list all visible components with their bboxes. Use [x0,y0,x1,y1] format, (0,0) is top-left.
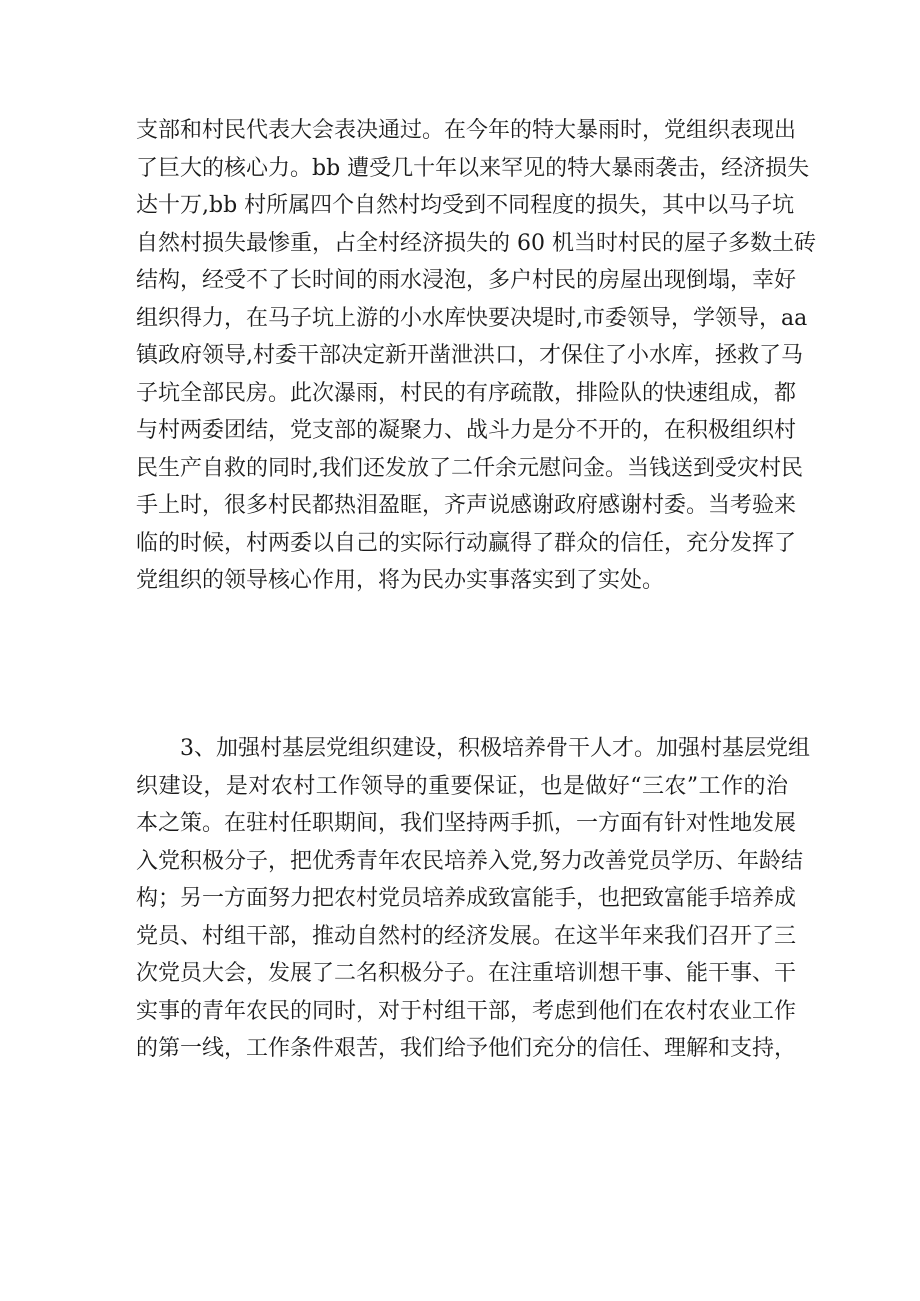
text-line: 本之策。在驻村任职期间，我们坚持两手抓，一方面有针对性地发展 [136,811,797,836]
text-line: 次党员大会，发展了二名积极分子。在注重培训想干事、能干事、干 [136,961,797,986]
text-line: 自然村损失最惨重，占全村经济损失的 60 机当时村民的屋子多数土砖 [136,230,816,256]
text-line: 结构，经受不了长时间的雨水浸泡，多户村民的房屋出现倒塌，幸好 [136,268,797,293]
text-line: 手上时，很多村民都热泪盈眶，齐声说感谢政府感谢村委。当考验来 [136,493,797,518]
text-line: 入党积极分子，把优秀青年农民培养入党,努力改善党员学历、年龄结 [136,848,803,874]
text-line: 镇政府领导,村委干部决定新开凿泄洪口，才保住了小水库，拯救了马 [136,343,803,368]
paragraph-party-building [136,730,810,1068]
text-line: 党员、村组干部，推动自然村的经济发展。在这半年来我们召开了三 [136,923,797,949]
text-line: 实事的青年农民的同时，对于村组干部，考虑到他们在农村农业工作 [136,998,797,1024]
text-line: 民生产自救的同时,我们还发放了二仟余元慰问金。当钱送到受灾村民 [136,455,803,481]
text-line: 组织得力，在马子坑上游的小水库快要决堤时,市委领导，学领导，aa [136,305,808,331]
text-line: 子坑全部民房。此次瀑雨，村民的有序疏散，排险队的快速组成，都 [136,380,797,406]
text-line: 了巨大的核心力。bb 遭受几十年以来罕见的特大暴雨袭击，经济损失 [136,155,810,181]
paragraph-flood-response [136,112,816,600]
text-line: 的第一线，工作条件艰苦，我们给予他们充分的信任、理解和支持， [136,1036,797,1061]
text-line: 构；另一方面努力把农村党员培养成致富能手，也把致富能手培养成 [136,886,797,911]
text-line: 支部和村民代表大会表决通过。在今年的特大暴雨时，党组织表现出 [136,118,797,143]
text-line: 临的时候，村两委以自己的实际行动赢得了群众的信任，充分发挥了 [136,530,797,556]
text-line: 3、加强村基层党组织建设，积极培养骨干人才。加强村基层党组 [180,736,810,761]
text-line: 织建设，是对农村工作领导的重要保证，也是做好“三农”工作的治 [136,773,788,799]
text-line: 党组织的领导核心作用，将为民办实事落实到了实处。 [136,568,665,593]
text-line: 达十万,bb 村所属四个自然村均受到不同程度的损失，其中以马子坑 [136,193,795,218]
text-line: 与村两委团结，党支部的凝聚力、战斗力是分不开的，在积极组织村 [136,418,797,443]
